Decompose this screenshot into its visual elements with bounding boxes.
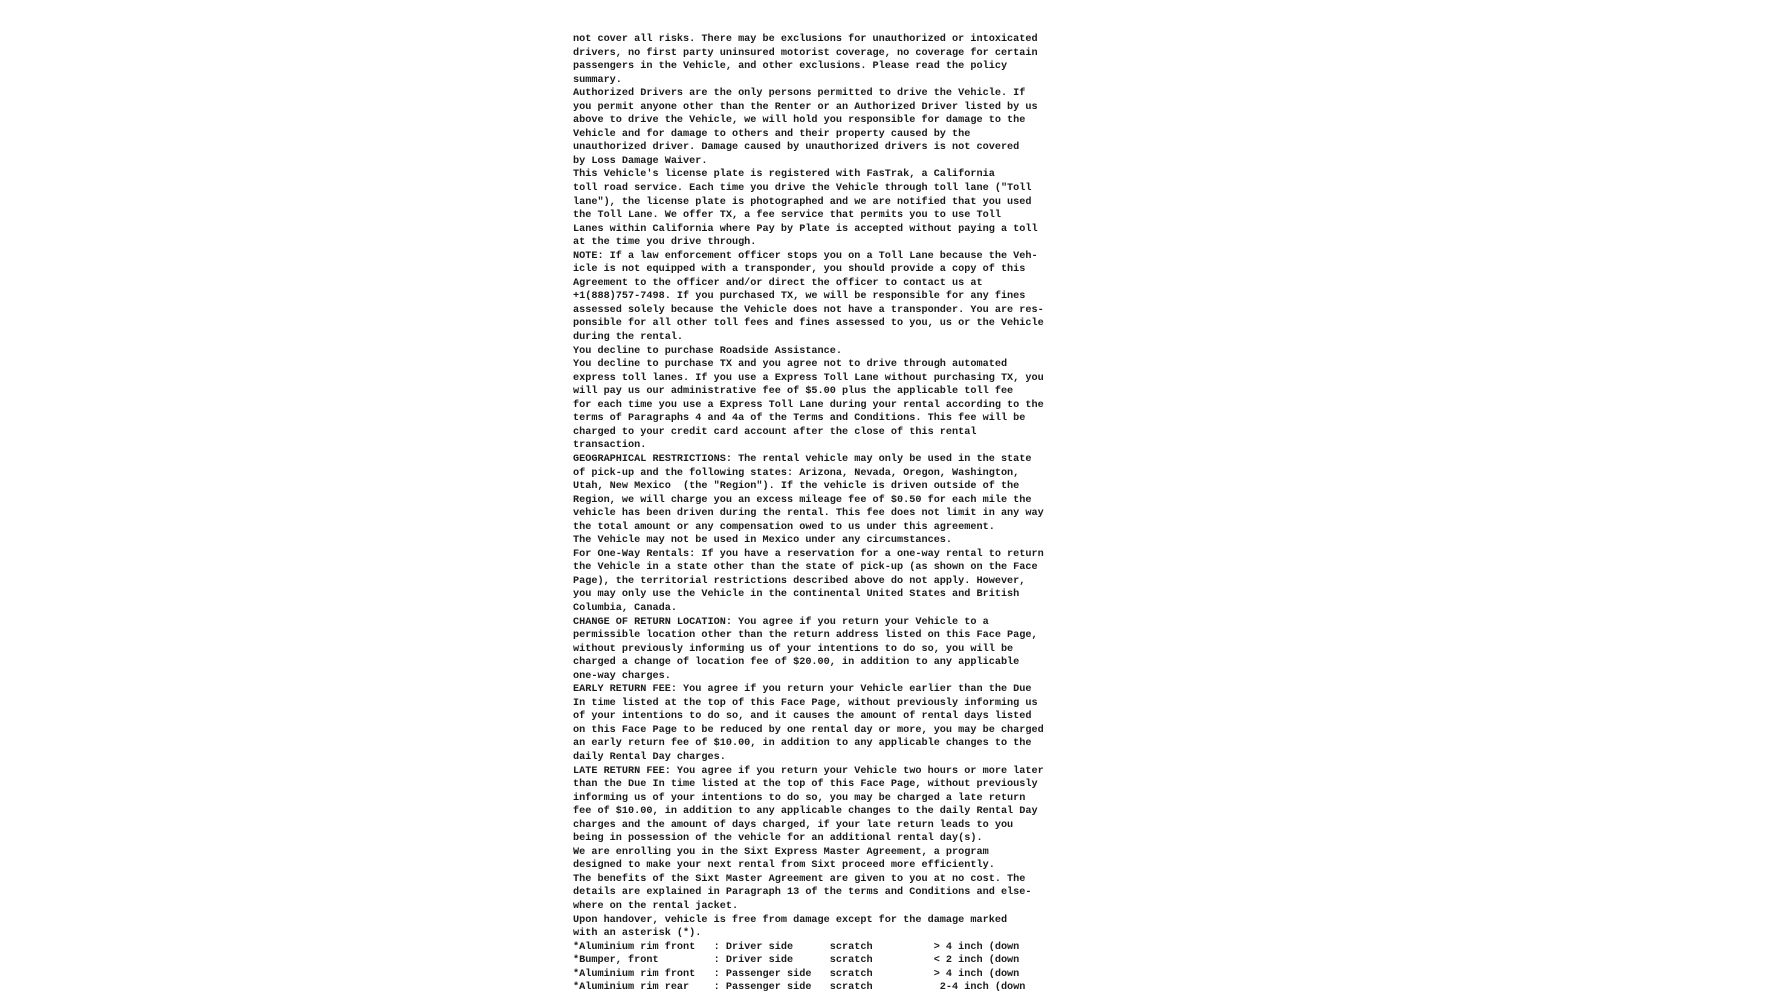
text-line: permissible location other than the return address listed on this Face Page, [573,630,1038,642]
text-line: EARLY RETURN FEE: You agree if you return your Vehicle earlier than the Due [573,684,1032,696]
text-line: GEOGRAPHICAL RESTRICTIONS: The rental vehicle may only be used in the state [573,453,1032,465]
text-line: charged a change of location fee of $20.00, in addition to any applicable [573,657,1020,669]
text-line: lane"), the license plate is photographed and we are notified that you used [573,196,1032,208]
text-line: above to drive the Vehicle, we will hold you responsible for damage to the [573,115,1026,127]
text-line: being in possession of the vehicle for an additional rental day(s). [573,833,983,845]
text-line: Region, we will charge you an excess mileage fee of $0.50 for each mile the [573,494,1032,506]
text-line: drivers, no first party uninsured motorist coverage, no coverage for certain [573,47,1038,59]
text-line: the Vehicle in a state other than the state of pick-up (as shown on the Face [573,562,1038,574]
text-line: *Aluminium rim front : Passenger side scratch > 4 inch (down [573,968,1020,980]
text-line: +1(888)757-7498. If you purchased TX, we will be responsible for any fines [573,291,1026,303]
text-line: of pick-up and the following states: Arizona, Nevada, Oregon, Washington, [573,467,1020,479]
text-line: charged to your credit card account after the close of this rental [573,426,977,438]
text-line: LATE RETURN FEE: You agree if you return your Vehicle two hours or more later [573,765,1044,777]
text-line: transaction. [573,440,647,452]
rental-agreement-text [573,33,1093,995]
text-line: We are enrolling you in the Sixt Express Master Agreement, a program [573,846,989,858]
text-line: *Aluminium rim front : Driver side scratch > 4 inch (down [573,941,1020,953]
text-line: Columbia, Canada. [573,602,677,614]
text-line: will pay us our administrative fee of $5.00 plus the applicable toll fee [573,386,1014,398]
text-line: designed to make your next rental from Sixt proceed more efficiently. [573,860,995,872]
text-line: an early return fee of $10.00, in addition to any applicable changes to the [573,738,1032,750]
text-line: express toll lanes. If you use a Express Toll Lane without purchasing TX, you [573,372,1044,384]
text-line: Utah, New Mexico (the "Region"). If the vehicle is driven outside of the [573,481,1020,493]
text-line: informing us of your intentions to do so, you may be charged a late return [573,792,1026,804]
text-line: during the rental. [573,332,684,344]
text-line: ponsible for all other toll fees and fines assessed to you, us or the Vehicle [573,318,1044,330]
text-line: You decline to purchase TX and you agree not to drive through automated [573,359,1008,371]
text-line: unauthorized driver. Damage caused by unauthorized drivers is not covered [573,142,1020,154]
text-line: Agreement to the officer and/or direct the officer to contact us at [573,277,983,289]
text-line: Authorized Drivers are the only persons permitted to drive the Vehicle. If [573,88,1026,100]
text-line: NOTE: If a law enforcement officer stops you on a Toll Lane because the Veh- [573,250,1038,262]
text-line: summary. [573,74,622,86]
text-line: In time listed at the top of this Face Page, without previously informing us [573,697,1038,709]
text-line: Lanes within California where Pay by Plate is accepted without paying a toll [573,223,1038,235]
text-line: fee of $10.00, in addition to any applicable changes to the daily Rental Day [573,806,1038,818]
text-line: CHANGE OF RETURN LOCATION: You agree if you return your Vehicle to a [573,616,989,628]
text-line: the Toll Lane. We offer TX, a fee service that permits you to use Toll [573,210,1001,222]
text-line: *Bumper, front : Driver side scratch < 2 inch (down [573,955,1020,967]
text-line: than the Due In time listed at the top of this Face Page, without previously [573,779,1038,791]
text-line: details are explained in Paragraph 13 of the terms and Conditions and else- [573,887,1032,899]
text-line: terms of Paragraphs 4 and 4a of the Terms and Conditions. This fee will be [573,413,1026,425]
text-line: with an asterisk (*). [573,928,702,940]
text-line: one-way charges. [573,670,671,682]
text-line: where on the rental jacket. [573,901,739,912]
text-line: For One-Way Rentals: If you have a reservation for a one-way rental to return [573,548,1044,560]
text-line: at the time you drive through. [573,237,757,249]
text-line: toll road service. Each time you drive the Vehicle through toll lane ("Toll [573,183,1032,195]
text-line: You decline to purchase Roadside Assistance. [573,345,842,357]
text-line: The Vehicle may not be used in Mexico under any circumstances. [573,535,953,547]
text-line: charges and the amount of days charged, if your late return leads to you [573,819,1014,831]
text-line: Upon handover, vehicle is free from damage except for the damage marked [573,914,1008,926]
text-line: the total amount or any compensation owed to us under this agreement. [573,521,995,533]
text-line: you may only use the Vehicle in the continental United States and British [573,589,1020,601]
text-line: for each time you use a Express Toll Lane during your rental according to the [573,399,1044,411]
text-line: This Vehicle's license plate is registered with FasTrak, a California [573,169,995,181]
text-line: by Loss Damage Waiver. [573,155,708,167]
text-line: assessed solely because the Vehicle does not have a transponder. You are res- [573,304,1044,316]
text-line: icle is not equipped with a transponder, you should provide a copy of this [573,264,1026,276]
text-line: on this Face Page to be reduced by one rental day or more, you may be charged [573,724,1044,736]
text-line: vehicle has been driven during the rental. This fee does not limit in any way [573,508,1044,520]
text-line: The benefits of the Sixt Master Agreement are given to you at no cost. The [573,873,1026,885]
text-line: Vehicle and for damage to others and their property caused by the [573,128,971,140]
text-line: Page), the territorial restrictions described above do not apply. However, [573,575,1026,587]
text-line: *Aluminium rim rear : Passenger side scratch 2-4 inch (down [573,982,1026,994]
text-line: you permit anyone other than the Renter or an Authorized Driver listed by us [573,101,1038,113]
text-line: without previously informing us of your intentions to do so, you will be [573,643,1014,655]
text-line: daily Rental Day charges. [573,751,726,763]
text-line: not cover all risks. There may be exclusions for unauthorized or intoxicated [573,34,1038,45]
text-line: of your intentions to do so, and it causes the amount of rental days listed [573,711,1032,723]
text-line: passengers in the Vehicle, and other exclusions. Please read the policy [573,61,1008,73]
